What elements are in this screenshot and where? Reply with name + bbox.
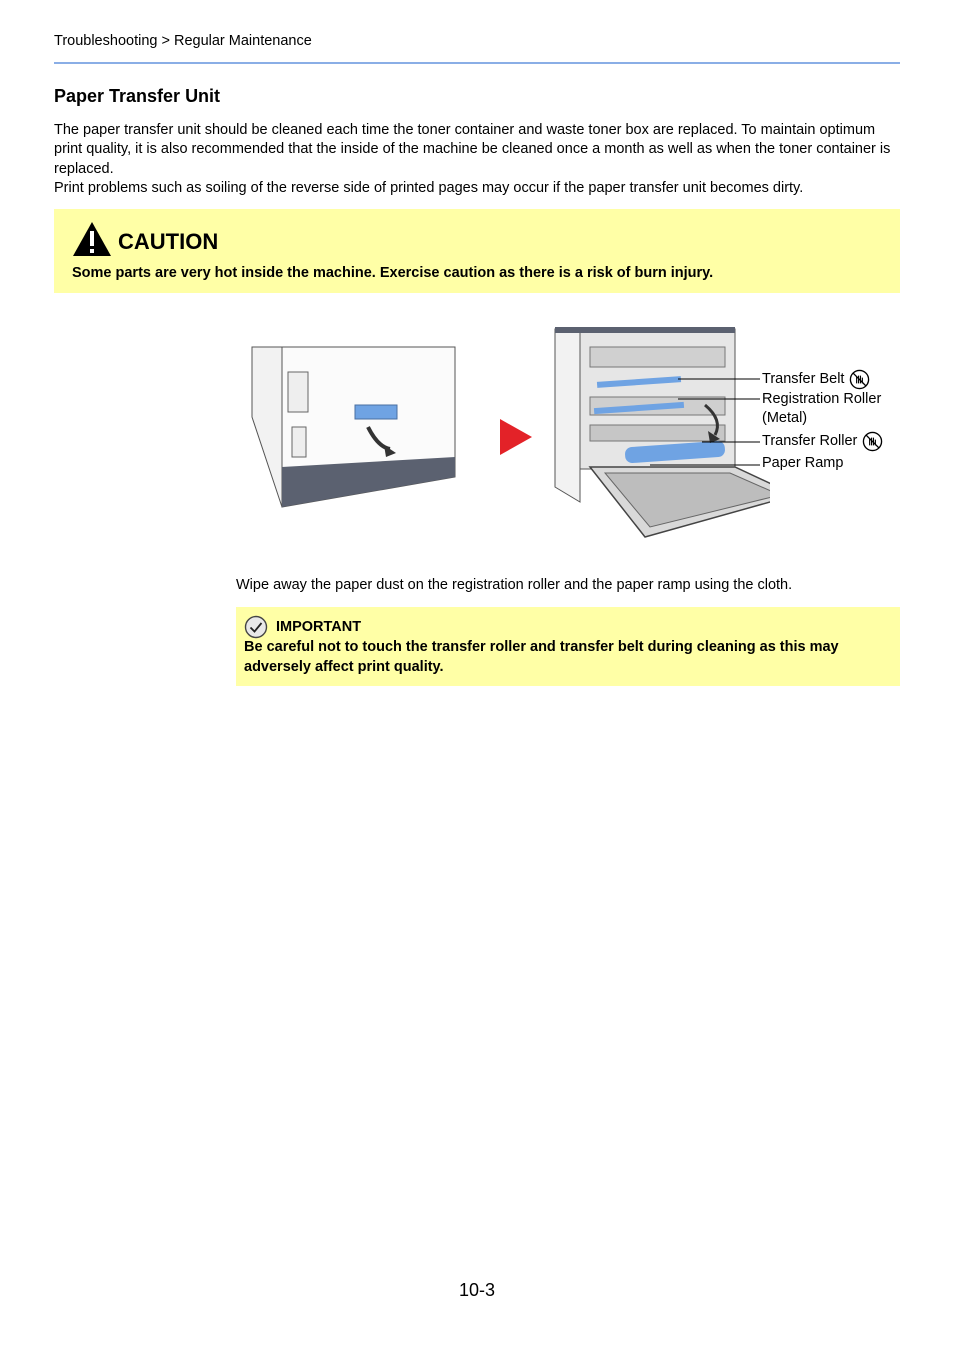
caution-header: [72, 221, 218, 257]
intro-text: [54, 121, 900, 199]
warning-triangle-icon: [72, 221, 112, 257]
callout-label: Transfer Belt: [762, 371, 845, 387]
intro-paragraph: Print problems such as soiling of the reverse side of printed pages may occur if the paper transfer unit becomes dirty.: [54, 180, 804, 197]
page-number: 10-3: [458, 1280, 496, 1300]
callout-leaders: [250, 327, 770, 542]
do-not-touch-icon: [862, 431, 883, 452]
intro-paragraph: The paper transfer unit should be cleaned each time the toner container and waste toner box are replaced. To maintain optimum print quality, it is also recommended that the inside of the machine be cleaned once a month as well as when the toner container is replaced.: [54, 122, 891, 177]
caution-box: [54, 209, 900, 293]
important-title: IMPORTANT: [276, 619, 362, 635]
important-box: [236, 607, 900, 686]
important-text: Be careful not to touch the transfer roller and transfer belt during cleaning as this may adversely affect print quality.: [244, 639, 839, 675]
important-header: [244, 615, 361, 639]
procedure-figure: [250, 327, 770, 542]
caution-text: Some parts are very hot inside the machine. Exercise caution as there is a risk of burn injury.: [72, 265, 714, 281]
do-not-touch-icon: [849, 369, 870, 390]
callout-label: Registration Roller: [762, 391, 882, 407]
breadcrumb: Troubleshooting > Regular Maintenance: [54, 33, 312, 49]
callout-paper-ramp: [762, 454, 843, 473]
callout-label: Transfer Roller: [762, 433, 858, 449]
callout-registration-roller-sub: [762, 409, 807, 428]
caution-title: CAUTION: [118, 229, 219, 254]
instruction-text: Wipe away the paper dust on the registration roller and the paper ramp using the cloth.: [236, 577, 793, 593]
callout-label: (Metal): [762, 410, 808, 426]
checkmark-circle-icon: [244, 615, 268, 639]
header-rule: [54, 62, 900, 64]
callout-transfer-belt: [762, 369, 870, 390]
callout-transfer-roller: [762, 431, 883, 452]
callout-registration-roller: [762, 390, 881, 409]
callout-label: Paper Ramp: [762, 455, 844, 471]
section-title: Paper Transfer Unit: [54, 86, 221, 106]
